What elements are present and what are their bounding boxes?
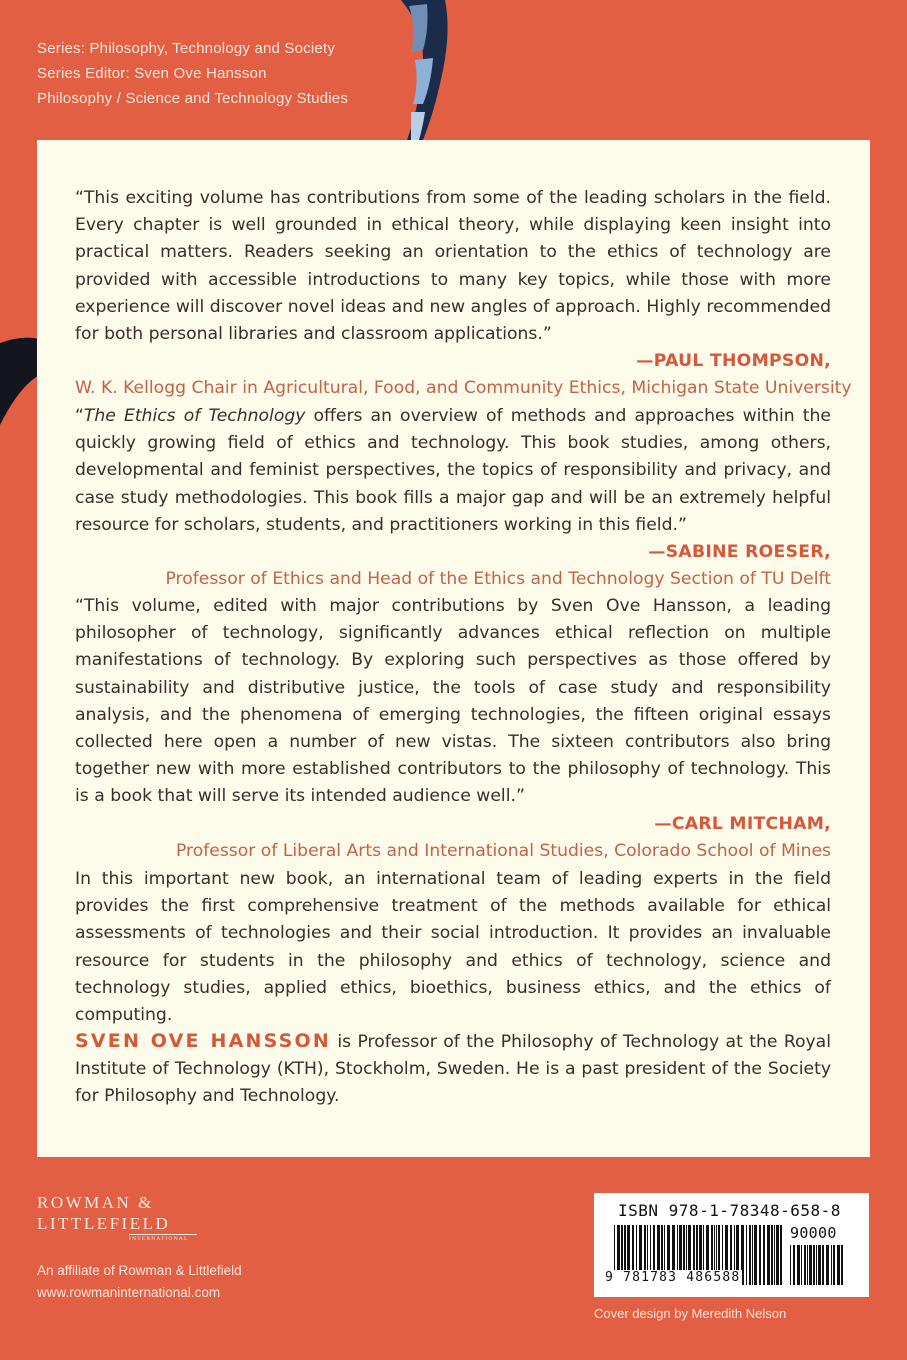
- endorsement-text: “This exciting volume has contributions from some of the leading scholars in the field. Every chapter is well grounded in ethical theory, while displaying keen insight into practical matters. Readers seeking an orientation to the ethics of technology are provided with accessible introductions to many key topics, while those with more experience will discover novel ideas and new angles of approach. Highly recommended for both personal libraries and classroom applications.”: [75, 188, 831, 345]
- barcode-bar: [818, 1245, 821, 1285]
- author-bio-text: is Professor of the Philosophy of Technology at the Royal Institute of Technology (KTH), Stockholm, Sweden. He is a past president of the Society for Philosophy and Technology.: [75, 1032, 831, 1107]
- endorser-role: Professor of Liberal Arts and International Studies, Colorado School of Mines: [175, 840, 831, 861]
- barcode-bar: [813, 1245, 815, 1285]
- series-name: Series: Philosophy, Technology and Society: [37, 40, 336, 57]
- barcode-bar: [776, 1225, 779, 1285]
- endorsement-thompson: [75, 185, 852, 403]
- endorser-name: —SABINE ROESER,: [648, 542, 831, 563]
- publisher-website: www.rowmaninternational.com: [37, 1285, 221, 1300]
- open-quote: “: [75, 406, 84, 426]
- price-code: 90000: [790, 1224, 837, 1242]
- barcode-bar: [754, 1225, 757, 1285]
- logo-line-rowman: ROWMAN &: [37, 1193, 154, 1212]
- affiliate-note: An affiliate of Rowman & Littlefield: [37, 1263, 242, 1278]
- barcode-bar: [797, 1245, 800, 1285]
- series-info: [37, 36, 348, 111]
- content-panel: [37, 140, 870, 1157]
- isbn-number: ISBN 978-1-78348-658-8: [618, 1201, 841, 1220]
- barcode-bar: [837, 1245, 840, 1285]
- price-addon-bars: [790, 1245, 846, 1285]
- barcode-bar: [763, 1225, 765, 1285]
- barcode-bar: [749, 1225, 751, 1285]
- barcode-bar: [793, 1245, 795, 1285]
- book-description: In this important new book, an international team of leading experts in the field provides the first comprehensive treatment of the methods available for ethical assessments of technologies and their social introduction. It provides an invaluable resource for students in the philosophy and ethics of technology, science and technology studies, applied ethics, bioethics, business ethics, and the ethics of computing.: [75, 869, 831, 1026]
- barcode-bar: [774, 1225, 775, 1285]
- barcode-bar: [833, 1245, 835, 1285]
- barcode-bar: [804, 1245, 806, 1285]
- endorser-name: —CARL MITCHAM,: [654, 813, 831, 834]
- series-editor: Series Editor: Sven Ove Hansson: [37, 65, 267, 82]
- barcode-bar: [807, 1245, 808, 1285]
- logo-line-international: INTERNATIONAL: [129, 1234, 197, 1244]
- cover-design-credit: Cover design by Meredith Nelson: [594, 1306, 787, 1321]
- barcode-bar: [790, 1245, 791, 1285]
- barcode-bar: [746, 1225, 747, 1285]
- subject-category: Philosophy / Science and Technology Studies: [37, 90, 349, 107]
- barcode-bar: [826, 1245, 829, 1285]
- barcode-bar: [809, 1245, 812, 1285]
- endorsement-text: “This volume, edited with major contributions by Sven Ove Hansson, a leading philosopher of technology, significantly advances ethical reflection on multiple manifestations of technology. By exploring such perspectives as those offered by sustainability and distributive justice, the tools of case study and responsibility analysis, and the phenomena of emerging technologies, the fifteen original essays collected here open a number of new vistas. The sixteen contributors also bring together new with more established contributors to the philosophy of technology. This is a book that will serve its intended audience well.”: [75, 596, 831, 807]
- barcode-bar: [771, 1225, 773, 1285]
- author-bio: [75, 1028, 831, 1111]
- endorser-name: —PAUL THOMPSON,: [636, 351, 831, 372]
- barcode-bar: [841, 1245, 843, 1285]
- barcode-bar: [822, 1245, 824, 1285]
- barcode-bar: [831, 1245, 832, 1285]
- ean-digits: 9 781783 486588: [605, 1270, 741, 1285]
- cover-art-fragment-left: [0, 335, 40, 435]
- cover-art-fragment-top: [393, 0, 451, 140]
- endorsement-mitcham: [75, 593, 831, 865]
- author-name: SVEN OVE HANSSON: [75, 1030, 331, 1052]
- publisher-logo: [37, 1192, 197, 1244]
- endorsement-text-body: offers an overview of methods and approaches within the quickly growing field of ethics and technology. This book studies, among others, developmental and feminist perspectives, the topics of responsibility and privacy, and case study methodologies. This book fills a major gap and will be an extremely helpful resource for scholars, students, and practitioners working in this field.”: [75, 406, 831, 535]
- book-title: The Ethics of Technology: [83, 406, 306, 426]
- endorsement-roeser: [75, 403, 831, 593]
- endorser-role: Professor of Ethics and Head of the Ethics and Technology Section of TU Delft: [165, 569, 831, 590]
- isbn-barcode: [594, 1193, 869, 1297]
- barcode-bar: [780, 1225, 782, 1285]
- barcode-bar: [816, 1245, 817, 1285]
- barcode-bar: [759, 1225, 761, 1285]
- endorser-role: W. K. Kellogg Chair in Agricultural, Food, and Community Ethics, Michigan State University: [75, 378, 852, 399]
- barcode-bar: [767, 1225, 770, 1285]
- barcode-bar: [801, 1245, 802, 1285]
- endorsement-text: [75, 403, 831, 539]
- barcode-bar: [752, 1225, 753, 1285]
- publisher-info: [37, 1260, 242, 1304]
- logo-line-littlefield: LITTLEFIELD: [37, 1214, 171, 1233]
